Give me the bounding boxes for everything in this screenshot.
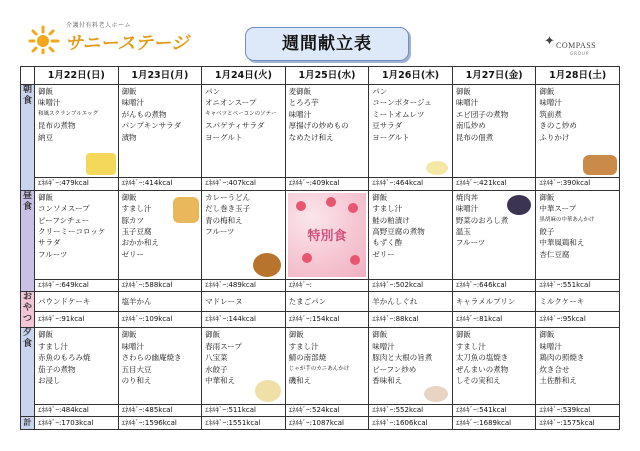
dish-item: 鮭の粕漬け	[372, 215, 410, 225]
flower-icon	[326, 197, 336, 207]
dinner-kcal: ｴﾈﾙｷﾞｰ:552kcal	[369, 404, 453, 417]
dish-item: オニオンスープ	[205, 98, 257, 108]
dinner-cell	[35, 328, 119, 404]
sun-logo-icon	[28, 24, 62, 54]
dish-item: ゼリー	[372, 249, 395, 259]
dish-list	[202, 191, 285, 238]
page-header	[0, 0, 640, 62]
day-header: 1月26日(木)	[369, 67, 453, 85]
dish-item: 味噌汁	[38, 98, 61, 108]
dish-item: 味噌汁	[539, 98, 562, 108]
dish-item: お浸し	[38, 375, 61, 385]
dish-item: 味噌汁	[121, 341, 145, 351]
dish-list	[536, 191, 619, 260]
dish-list	[369, 85, 452, 143]
dish-item: 筑前煮	[539, 109, 562, 119]
dish-item: ミートオムレツ	[372, 109, 425, 119]
dish-item: 玉子豆腐	[121, 227, 152, 237]
lunch-kcal: ｴﾈﾙｷﾞｰ:588kcal	[118, 279, 202, 292]
dish-item: 鯖の南部焼	[288, 353, 327, 363]
food-photo-icon	[253, 253, 281, 277]
menu-table	[20, 66, 620, 430]
dish-item: 味噌汁	[121, 98, 145, 108]
dish-item: 餃子	[539, 227, 555, 237]
dish-item: 御飯	[38, 86, 53, 96]
daily-total-kcal: ｴﾈﾙｷﾞｰ:1575kcal	[536, 417, 620, 430]
dish-item: すまし汁	[372, 204, 403, 214]
dish-item: 中華スープ	[539, 204, 577, 214]
dish-item: 麦御飯	[288, 86, 312, 96]
flower-icon	[348, 203, 358, 213]
lunch-cell	[536, 190, 620, 279]
dish-item: 御飯	[288, 330, 304, 340]
dish-item: おかか和え	[121, 238, 160, 248]
dish-item: フルーツ	[38, 249, 68, 259]
dish-item: サラダ	[38, 238, 61, 248]
breakfast-cell	[452, 84, 536, 177]
dish-item: 漬物	[121, 132, 137, 142]
dish-item: コンソメスープ	[38, 204, 90, 214]
daily-total-kcal: ｴﾈﾙｷﾞｰ:1596kcal	[118, 417, 202, 430]
dish-list	[35, 191, 118, 260]
dish-list	[286, 85, 369, 143]
dish-item: ヨーグルト	[372, 132, 410, 142]
dish-item: なめたけ和え	[288, 132, 334, 142]
lunch-kcal: ｴﾈﾙｷﾞｰ:	[285, 279, 369, 292]
dish-item: 御飯	[455, 330, 471, 340]
dish-list	[35, 85, 118, 143]
dish-item: パン	[372, 86, 388, 96]
dish-item: 味噌汁	[455, 204, 479, 214]
compass-mark-icon: ✦	[544, 34, 555, 49]
dinner-kcal: ｴﾈﾙｷﾞｰ:484kcal	[35, 404, 119, 417]
dinner-cell	[452, 328, 536, 404]
lunch-cell	[452, 190, 536, 279]
dish-item: 納豆	[38, 132, 53, 142]
snack-row	[21, 292, 620, 312]
dish-item: 御飯	[121, 330, 137, 340]
dinner-row	[21, 328, 620, 404]
dish-item: 御飯	[455, 86, 471, 96]
dish-list	[202, 328, 285, 386]
snack-name: たまごパン	[285, 292, 369, 312]
dish-item: 味噌汁	[288, 109, 312, 119]
dish-item: すまし汁	[455, 341, 486, 351]
dish-item: 中華和え	[205, 375, 236, 385]
breakfast-cell	[536, 84, 620, 177]
dish-item: 赤魚のもろみ焼	[38, 353, 91, 363]
lunch-kcal-row	[21, 279, 620, 292]
dish-list	[536, 85, 619, 143]
daily-total-kcal: ｴﾈﾙｷﾞｰ:1606kcal	[369, 417, 453, 430]
breakfast-kcal: ｴﾈﾙｷﾞｰ:409kcal	[285, 178, 369, 191]
snack-name: 羊かんしぐれ	[369, 292, 453, 312]
dish-item: フルーツ	[455, 238, 486, 248]
dish-list	[536, 328, 619, 386]
dish-item: 南瓜炒め	[455, 121, 486, 131]
breakfast-kcal-row	[21, 178, 620, 191]
dish-item: 焼肉丼	[455, 192, 479, 202]
dish-item: 御飯	[38, 192, 53, 202]
dish-item: ヨーグルト	[205, 132, 243, 142]
dish-item: のり和え	[121, 375, 152, 385]
compass-group-text: GROUP	[570, 51, 590, 56]
dish-item: フルーツ	[205, 227, 235, 237]
dish-item: さわらの幽庵焼き	[121, 353, 182, 363]
dish-item: 香味和え	[372, 375, 403, 385]
day-header: 1月24日(火)	[202, 67, 286, 85]
dish-item: エビ団子の煮物	[455, 109, 509, 119]
dish-list	[453, 328, 536, 386]
daily-total-kcal: ｴﾈﾙｷﾞｰ:1703kcal	[35, 417, 119, 430]
snack-name: パウンドケーキ	[35, 292, 119, 312]
breakfast-cell	[202, 84, 286, 177]
snack-kcal: ｴﾈﾙｷﾞｰ:144kcal	[202, 312, 286, 328]
dish-item: 御飯	[38, 330, 53, 340]
dish-item: 黒胡麻の中華あんかけ	[539, 216, 595, 223]
dish-item: 中華風鶏和え	[539, 238, 585, 248]
dish-item: がんもの煮物	[121, 109, 167, 119]
dish-item: 豆サラダ	[372, 121, 403, 131]
snack-name: 塩羊かん	[118, 292, 202, 312]
day-header: 1月23日(月)	[118, 67, 202, 85]
dish-item: 御飯	[539, 330, 555, 340]
snack-name: ミルクケーキ	[536, 292, 620, 312]
dinner-cell	[118, 328, 202, 404]
breakfast-kcal: ｴﾈﾙｷﾞｰ:414kcal	[118, 178, 202, 191]
dish-item: スパゲティサラダ	[205, 121, 265, 131]
lunch-cell	[118, 190, 202, 279]
dish-item: 炊き合せ	[539, 364, 570, 374]
dish-item: 御飯	[539, 192, 555, 202]
dish-item: 御飯	[205, 330, 221, 340]
dish-item: ゼリー	[121, 249, 145, 259]
dish-item: しその実和え	[455, 375, 501, 385]
dish-item: 茄子の煮物	[38, 364, 76, 374]
lunch-kcal: ｴﾈﾙｷﾞｰ:489kcal	[202, 279, 286, 292]
daily-total-kcal: ｴﾈﾙｷﾞｰ:1087kcal	[285, 417, 369, 430]
dish-item: 豚肉と大根の旨煮	[372, 353, 433, 363]
dish-item: すまし汁	[38, 341, 68, 351]
lunch-cell	[202, 190, 286, 279]
dish-list	[286, 328, 369, 386]
dish-list	[369, 328, 452, 386]
dish-item: カレーうどん	[205, 192, 251, 202]
dinner-cell	[369, 328, 453, 404]
special-meal-label: 特別食	[307, 228, 347, 244]
lunch-kcal: ｴﾈﾙｷﾞｰ:551kcal	[536, 279, 620, 292]
dish-item: ぜんまいの煮物	[455, 364, 509, 374]
dish-item: 鶏肉の照焼き	[539, 353, 585, 363]
dish-item: 温玉	[455, 227, 471, 237]
breakfast-kcal: ｴﾈﾙｷﾞｰ:421kcal	[452, 178, 536, 191]
day-header: 1月27日(金)	[452, 67, 536, 85]
food-photo-icon	[424, 386, 448, 402]
dish-item: じゃが芋のカニあんかけ	[288, 365, 350, 372]
dinner-kcal: ｴﾈﾙｷﾞｰ:539kcal	[536, 404, 620, 417]
snack-kcal-row	[21, 312, 620, 328]
dish-list	[119, 191, 202, 260]
breakfast-cell	[35, 84, 119, 177]
dish-item: すまし汁	[121, 204, 152, 214]
dish-item: クリーミーコロッケ	[38, 227, 106, 237]
facility-name: サニーステージ	[65, 33, 189, 54]
dish-item: 味噌汁	[455, 98, 479, 108]
dish-item: 和風スクランブルエッグ	[38, 110, 99, 117]
dish-item: もずく酢	[372, 238, 403, 248]
dinner-kcal: ｴﾈﾙｷﾞｰ:524kcal	[285, 404, 369, 417]
lunch-label: 昼食	[21, 190, 35, 292]
dinner-kcal: ｴﾈﾙｷﾞｰ:485kcal	[118, 404, 202, 417]
daily-total-kcal: ｴﾈﾙｷﾞｰ:1551kcal	[202, 417, 286, 430]
snack-kcal: ｴﾈﾙｷﾞｰ:88kcal	[369, 312, 453, 328]
dinner-cell	[285, 328, 369, 404]
lunch-kcal: ｴﾈﾙｷﾞｰ:502kcal	[369, 279, 453, 292]
dish-item: 野菜のおろし煮	[455, 215, 509, 225]
facility-logo	[28, 16, 189, 56]
special-meal-banner	[288, 193, 367, 277]
day-header: 1月22日(日)	[35, 67, 119, 85]
dish-item: 磯和え	[288, 375, 312, 385]
breakfast-cell	[369, 84, 453, 177]
flower-icon	[350, 255, 360, 265]
lunch-cell	[35, 190, 119, 279]
day-header-row	[21, 67, 620, 85]
dinner-kcal-row	[21, 404, 620, 417]
snack-name: キャラメルプリン	[452, 292, 536, 312]
flower-icon	[302, 253, 312, 263]
breakfast-kcal: ｴﾈﾙｷﾞｰ:407kcal	[202, 178, 286, 191]
dish-list	[453, 85, 536, 143]
dish-item: 味噌汁	[539, 341, 562, 351]
dinner-cell	[202, 328, 286, 404]
dish-list	[35, 328, 118, 386]
page-title: 週間献立表	[245, 27, 409, 61]
dish-item: ビーフシチュー	[38, 215, 90, 225]
dish-item: 土佐酢和え	[539, 375, 577, 385]
dinner-kcal: ｴﾈﾙｷﾞｰ:541kcal	[452, 404, 536, 417]
snack-kcal: ｴﾈﾙｷﾞｰ:95kcal	[536, 312, 620, 328]
dish-list	[202, 85, 285, 143]
dish-item: すまし汁	[288, 341, 319, 351]
dish-list	[453, 191, 536, 249]
breakfast-cell	[285, 84, 369, 177]
day-header: 1月25日(水)	[285, 67, 369, 85]
breakfast-kcal: ｴﾈﾙｷﾞｰ:479kcal	[35, 178, 119, 191]
dish-item: だし巻き玉子	[205, 204, 251, 214]
dish-item: 御飯	[121, 192, 137, 202]
day-header: 1月28日(土)	[536, 67, 620, 85]
dinner-kcal: ｴﾈﾙｷﾞｰ:511kcal	[202, 404, 286, 417]
compass-wordmark: COMPASS	[556, 41, 597, 50]
facility-subtitle: 介護付有料老人ホーム	[66, 22, 132, 29]
snack-name: マドレーヌ	[202, 292, 286, 312]
dinner-cell	[536, 328, 620, 404]
dish-item: 高野豆腐の煮物	[372, 227, 425, 237]
corner-cell	[21, 67, 35, 85]
food-photo-icon	[583, 155, 617, 175]
snack-label: おやつ	[21, 292, 35, 328]
dish-item: 太刀魚の塩焼き	[455, 353, 509, 363]
dish-item: 厚揚げの炒めもの	[288, 121, 349, 131]
dish-item: 五目大豆	[121, 364, 152, 374]
dish-item: 水餃子	[205, 364, 228, 374]
compass-logo	[544, 34, 614, 58]
snack-kcal: ｴﾈﾙｷﾞｰ:81kcal	[452, 312, 536, 328]
dish-item: ふりかけ	[539, 132, 570, 142]
dish-item: 昆布の煮物	[38, 121, 76, 131]
dish-list	[119, 328, 202, 386]
food-photo-icon	[86, 153, 116, 175]
daily-total-kcal: ｴﾈﾙｷﾞｰ:1689kcal	[452, 417, 536, 430]
dish-item: 杏仁豆腐	[539, 249, 570, 259]
dish-item: 春雨スープ	[205, 341, 242, 351]
dish-item: きのこ炒め	[539, 121, 577, 131]
dish-item: パン	[205, 86, 221, 96]
dish-item: 御飯	[372, 330, 388, 340]
total-label: 計	[21, 417, 35, 430]
dish-item: コーンポタージュ	[372, 98, 432, 108]
dish-item: 味噌汁	[372, 341, 395, 351]
lunch-row	[21, 190, 620, 279]
dinner-label: 夕食	[21, 328, 35, 417]
lunch-kcal: ｴﾈﾙｷﾞｰ:649kcal	[35, 279, 119, 292]
total-row	[21, 417, 620, 430]
breakfast-kcal: ｴﾈﾙｷﾞｰ:390kcal	[536, 178, 620, 191]
dish-item: 御飯	[121, 86, 137, 96]
dish-item: パンプキンサラダ	[121, 121, 182, 131]
lunch-kcal: ｴﾈﾙｷﾞｰ:646kcal	[452, 279, 536, 292]
lunch-cell	[285, 190, 369, 279]
breakfast-row	[21, 84, 620, 177]
food-photo-icon	[426, 161, 448, 175]
dish-item: とろろ芋	[288, 98, 319, 108]
dish-item: ビーフン炒め	[372, 364, 417, 374]
snack-kcal: ｴﾈﾙｷﾞｰ:91kcal	[35, 312, 119, 328]
breakfast-kcal: ｴﾈﾙｷﾞｰ:464kcal	[369, 178, 453, 191]
dish-list	[369, 191, 452, 260]
snack-kcal: ｴﾈﾙｷﾞｰ:154kcal	[285, 312, 369, 328]
dish-item: 御飯	[539, 86, 555, 96]
breakfast-label: 朝食	[21, 84, 35, 190]
flower-icon	[296, 201, 306, 211]
snack-kcal: ｴﾈﾙｷﾞｰ:109kcal	[118, 312, 202, 328]
dish-item: 青の梅和え	[205, 215, 243, 225]
dish-item: 豚カツ	[121, 215, 145, 225]
lunch-cell	[369, 190, 453, 279]
dish-item: キャベツとベーコンのソテー	[205, 110, 277, 117]
dish-item: 八宝菜	[205, 353, 228, 363]
breakfast-cell	[118, 84, 202, 177]
dish-list	[119, 85, 202, 143]
dish-item: 昆布の佃煮	[455, 132, 494, 142]
dish-item: 御飯	[372, 192, 388, 202]
